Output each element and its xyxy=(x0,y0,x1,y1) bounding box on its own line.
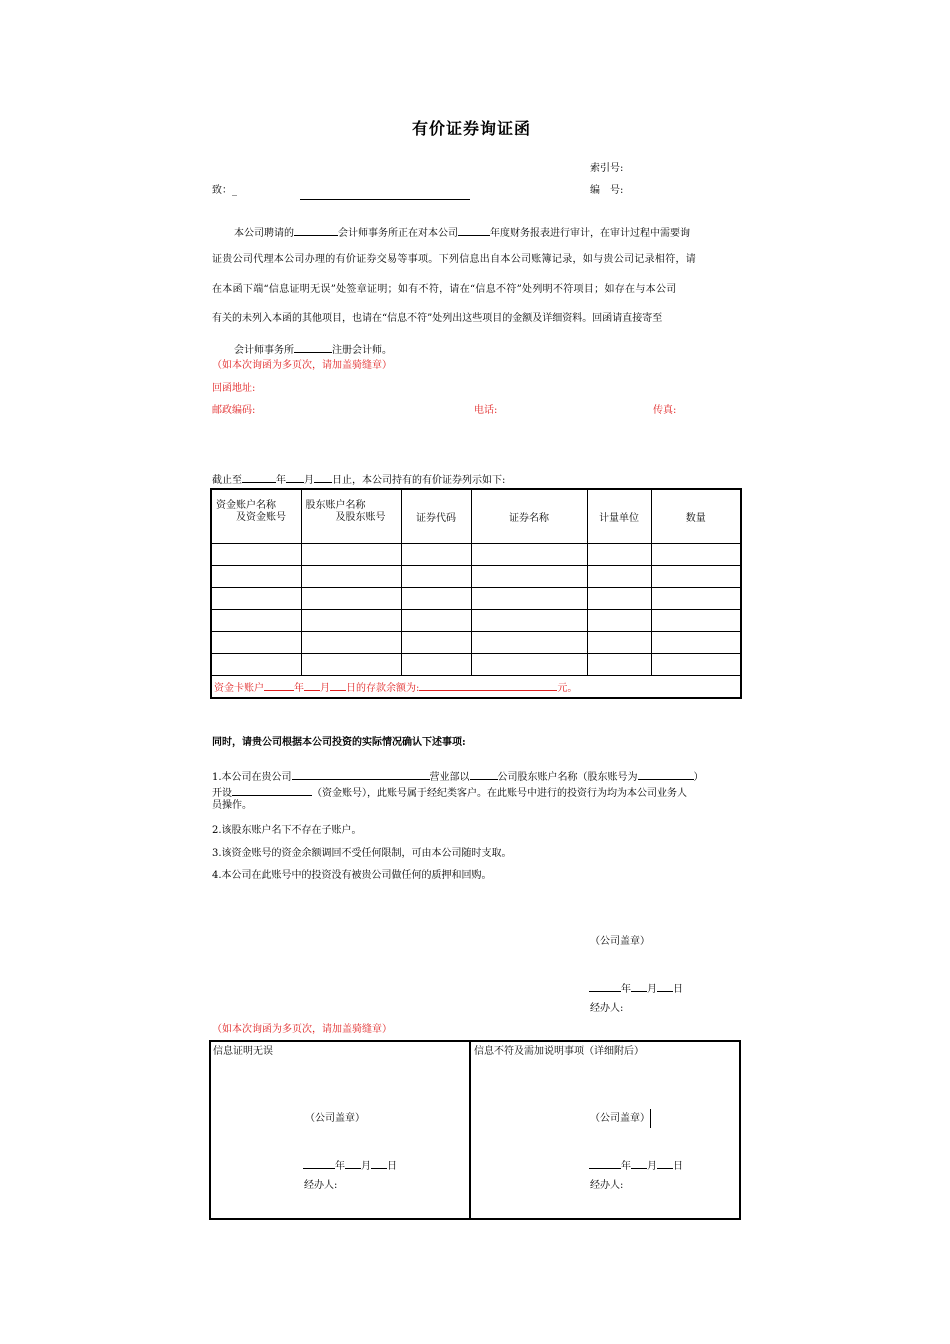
table-cell[interactable] xyxy=(587,588,651,610)
table-cell[interactable] xyxy=(471,566,587,588)
table-cell[interactable] xyxy=(301,610,401,632)
handler-label: 经办人: xyxy=(590,1003,624,1014)
fax-label: 传真: xyxy=(653,405,677,416)
intro-line-1: 本公司聘请的 会计师事务所正在对本公司 年度财务报表进行审计，在审计过程中需要询 xyxy=(234,224,690,241)
table-footer-row xyxy=(211,676,741,699)
table-cell[interactable] xyxy=(211,654,301,676)
table-row xyxy=(211,544,741,566)
left-reply-date: 年 月 日 xyxy=(303,1157,397,1174)
table-cell[interactable] xyxy=(651,610,741,632)
column-header-shareholder-account: 股东账户名称 及股东账号 xyxy=(301,489,401,544)
table-row xyxy=(211,566,741,588)
postal-code-label: 邮政编码: xyxy=(212,405,256,416)
left-company-stamp-label: （公司盖章） xyxy=(305,1113,365,1124)
intro-line-2: 证贵公司代理本公司办理的有价证券交易等事项。下列信息出自本公司账簿记录，如与贵公司记录相符，请 xyxy=(212,254,697,265)
table-cell[interactable] xyxy=(471,654,587,676)
page-title: 有价证券询证函 xyxy=(412,119,532,138)
table-cell[interactable] xyxy=(401,544,471,566)
table-row xyxy=(211,588,741,610)
confirm-heading: 同时，请贵公司根据本公司投资的实际情况确认下述事项: xyxy=(212,737,466,748)
table-row xyxy=(211,610,741,632)
table-cell[interactable] xyxy=(211,566,301,588)
cutoff-date-line: 截止至 年 月 日止，本公司持有的有价证券列示如下: xyxy=(212,471,505,488)
recipient-label: 致：_ xyxy=(212,185,237,196)
table-cell[interactable] xyxy=(301,654,401,676)
table-cell[interactable] xyxy=(651,588,741,610)
table-cell[interactable] xyxy=(301,566,401,588)
index-number-label: 索引号: xyxy=(590,163,624,174)
company-stamp-label: （公司盖章） xyxy=(590,936,650,947)
table-cell[interactable] xyxy=(587,610,651,632)
table-cell[interactable] xyxy=(211,544,301,566)
text-cursor xyxy=(650,1109,651,1128)
table-cell[interactable] xyxy=(301,632,401,654)
info-correct-title: 信息证明无误 xyxy=(213,1046,273,1057)
confirm-item-1: 1.本公司在贵公司 营业部以 公司股东账户名称（股东账号为 ） 开设 （资金账号），此账号属于经纪类客户。在此账号中进行的投资行为均为本公司业务人 员操作。 xyxy=(212,768,704,812)
table-cell[interactable] xyxy=(587,566,651,588)
table-row xyxy=(211,654,741,676)
right-handler-label: 经办人: xyxy=(590,1180,624,1191)
table-cell[interactable] xyxy=(301,544,401,566)
table-cell[interactable] xyxy=(587,632,651,654)
fund-balance-line: 资金卡账户 年 月 日的存款余额为: 元。 xyxy=(211,676,741,699)
confirm-item-2: 2.该股东账户名下不存在子账户。 xyxy=(212,825,362,836)
table-cell[interactable] xyxy=(211,588,301,610)
reply-box xyxy=(209,1040,741,1220)
table-cell[interactable] xyxy=(401,610,471,632)
intro-line-5: 会计师事务所 注册会计师。 xyxy=(234,341,392,358)
column-header-security-name: 证券名称 xyxy=(471,489,587,544)
recipient-underline xyxy=(300,199,470,200)
table-cell[interactable] xyxy=(651,566,741,588)
table-row xyxy=(211,632,741,654)
intro-line-3: 在本函下端“信息证明无误”处签章证明；如有不符，请在“信息不符”处列明不符项目；如存在与本公司 xyxy=(212,284,677,295)
table-cell[interactable] xyxy=(587,654,651,676)
table-cell[interactable] xyxy=(401,632,471,654)
column-header-fund-account: 资金账户名称 及资金账号 xyxy=(211,489,301,544)
right-company-stamp-label: （公司盖章） xyxy=(590,1113,650,1124)
column-header-unit: 计量单位 xyxy=(587,489,651,544)
table-cell[interactable] xyxy=(301,588,401,610)
table-cell[interactable] xyxy=(471,544,587,566)
table-cell[interactable] xyxy=(471,610,587,632)
right-reply-date: 年 月 日 xyxy=(589,1157,683,1174)
securities-table xyxy=(210,488,742,699)
table-header-row xyxy=(211,489,741,544)
confirm-item-4: 4.本公司在此账号中的投资没有被贵公司做任何的质押和回购。 xyxy=(212,870,492,881)
table-cell[interactable] xyxy=(651,654,741,676)
multi-page-stamp-note: （如本次询函为多页次，请加盖骑缝章） xyxy=(212,360,392,371)
table-cell[interactable] xyxy=(471,588,587,610)
table-cell[interactable] xyxy=(401,654,471,676)
table-cell[interactable] xyxy=(651,632,741,654)
table-cell[interactable] xyxy=(587,544,651,566)
column-header-security-code: 证券代码 xyxy=(401,489,471,544)
multi-page-stamp-note-2: （如本次询函为多页次，请加盖骑缝章） xyxy=(212,1024,392,1035)
info-discrepancy-title: 信息不符及需加说明事项（详细附后） xyxy=(474,1046,644,1057)
table-cell[interactable] xyxy=(401,566,471,588)
table-cell[interactable] xyxy=(471,632,587,654)
intro-line-4: 有关的未列入本函的其他项目，也请在“信息不符”处列出这些项目的金额及详细资料。回函请直接寄至 xyxy=(212,313,663,324)
return-address-label: 回函地址: xyxy=(212,383,256,394)
phone-label: 电话: xyxy=(474,405,498,416)
table-cell[interactable] xyxy=(401,588,471,610)
table-cell[interactable] xyxy=(211,610,301,632)
signature-date: 年 月 日 xyxy=(589,980,683,997)
confirm-item-3: 3.该资金账号的资金余额调回不受任何限制，可由本公司随时支取。 xyxy=(212,848,512,859)
table-cell[interactable] xyxy=(651,544,741,566)
left-handler-label: 经办人: xyxy=(304,1180,338,1191)
reply-box-divider xyxy=(469,1040,471,1220)
document-number-label: 编 号: xyxy=(590,185,624,196)
column-header-quantity: 数量 xyxy=(651,489,741,544)
table-cell[interactable] xyxy=(211,632,301,654)
